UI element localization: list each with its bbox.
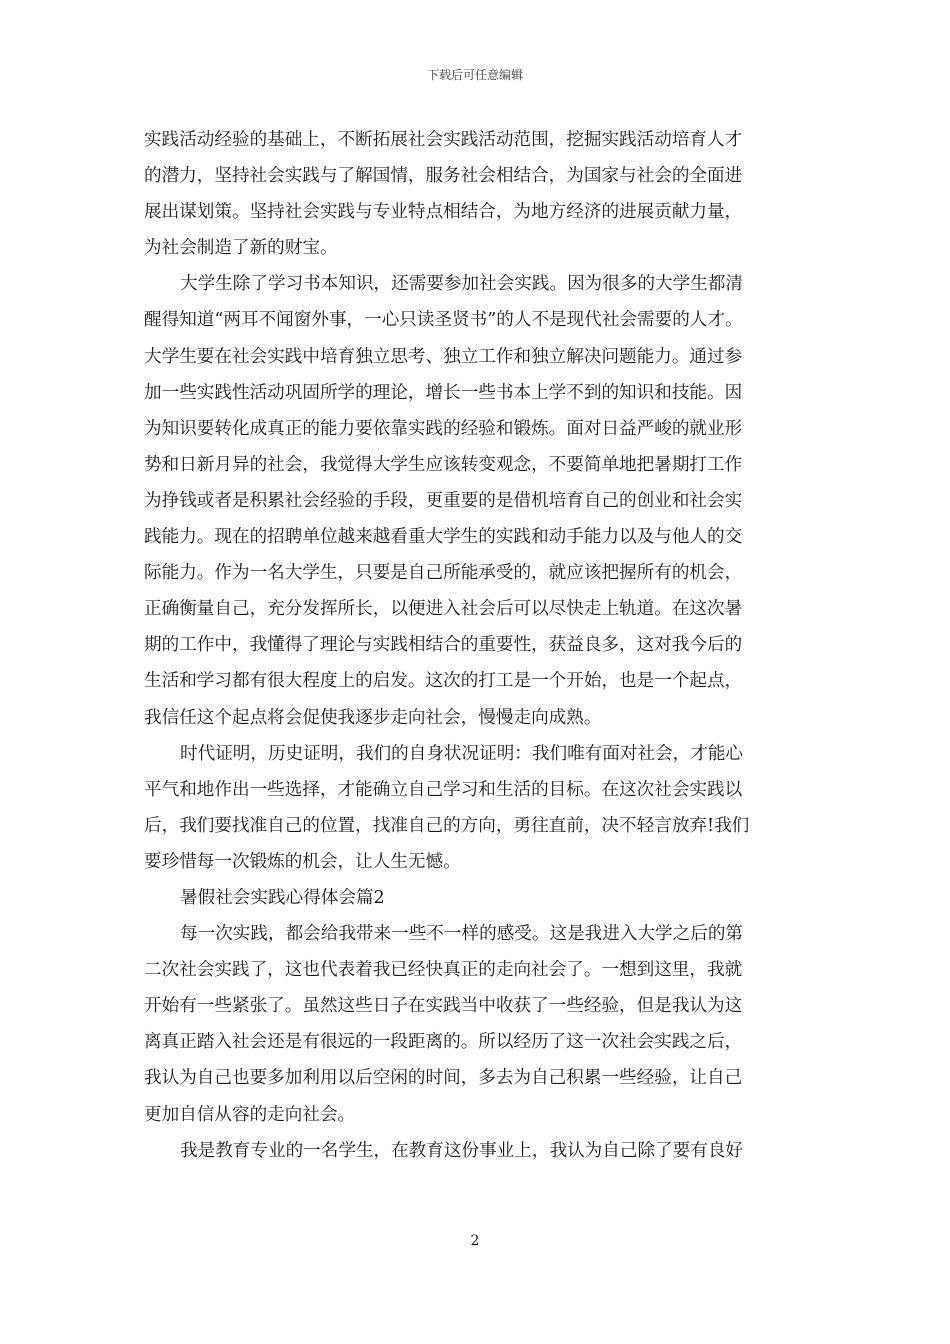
paragraph-first-line: 我是教育专业的一名学生，在教育这份事业上，我认为自己除了要有良好 xyxy=(180,1140,744,1161)
document-body xyxy=(144,122,808,1169)
page-number: 2 xyxy=(470,1233,480,1249)
text-line: 二次社会实践了，这也代表着我已经快真正的走向社会了。一想到这里，我就 xyxy=(144,960,743,981)
paragraph-first-line: 时代证明，历史证明，我们的自身状况证明：我们唯有面对社会，才能心 xyxy=(180,743,744,764)
paragraph-first-line: 每一次实践，都会给我带来一些不一样的感受。这是我进入大学之后的第 xyxy=(180,924,744,945)
text-line: 后，我们要找准自己的位置，找准自己的方向，勇往直前，决不轻言放弃!我们 xyxy=(144,815,750,836)
text-line: 我认为自己也要多加利用以后空闲的时间，多去为自己积累一些经验，让自己 xyxy=(144,1068,743,1089)
text-line: 生活和学习都有很大程度上的启发。这次的打工是一个开始，也是一个起点， xyxy=(144,671,743,692)
text-line: 大学生要在社会实践中培育独立思考、独立工作和独立解决问题能力。通过参 xyxy=(144,346,743,367)
text-line: 更加自信从容的走向社会。 xyxy=(144,1104,356,1125)
text-line: 期的工作中，我懂得了理论与实践相结合的重要性，获益良多，这对我今后的 xyxy=(144,635,743,656)
text-line: 际能力。作为一名大学生，只要是自己所能承受的，就应该把握所有的机会， xyxy=(144,563,743,584)
text-line: 的潜力，坚持社会实践与了解国情，服务社会相结合，为国家与社会的全面进 xyxy=(144,166,743,187)
text-line: 践能力。现在的招聘单位越来越看重大学生的实践和动手能力以及与他人的交 xyxy=(144,527,743,548)
text-line: 开始有一些紧张了。虽然这些日子在实践当中收获了一些经验，但是我认为这 xyxy=(144,996,743,1017)
text-line: 实践活动经验的基础上，不断拓展社会实践活动范围，挖掘实践活动培育人才 xyxy=(144,130,743,150)
text-line: 正确衡量自己，充分发挥所长，以便进入社会后可以尽快走上轨道。在这次暑 xyxy=(144,599,743,620)
section-heading: 暑假社会实践心得体会篇2 xyxy=(180,887,385,908)
text-line: 要珍惜每一次锻炼的机会，让人生无憾。 xyxy=(144,851,461,872)
text-line: 平气和地作出一些选择，才能确立自己学习和生活的目标。在这次社会实践以 xyxy=(144,779,743,800)
text-line: 我信任这个起点将会促使我逐步走向社会，慢慢走向成熟。 xyxy=(144,707,602,728)
text-line: 加一些实践性活动巩固所学的理论，增长一些书本上学不到的知识和技能。因 xyxy=(144,382,743,403)
text-line: 为知识要转化成真正的能力要依靠实践的经验和锻炼。面对日益严峻的就业形 xyxy=(144,418,743,439)
text-line: 为挣钱或者是积累社会经验的手段，更重要的是借机培育自己的创业和社会实 xyxy=(144,490,743,511)
text-line: 展出谋划策。坚持社会实践与专业特点相结合，为地方经济的进展贡献力量， xyxy=(144,202,743,223)
text-line: 醒得知道“两耳不闻窗外事，一心只读圣贤书”的人不是现代社会需要的人才。 xyxy=(144,310,743,331)
page-header: 下载后可任意编辑 xyxy=(426,68,523,82)
text-line: 势和日新月异的社会，我觉得大学生应该转变观念，不要简单地把暑期打工作 xyxy=(144,454,743,475)
text-line: 为社会制造了新的财宝。 xyxy=(144,238,338,259)
text-line: 离真正踏入社会还是有很远的一段距离的。所以经历了这一次社会实践之后， xyxy=(144,1032,743,1053)
paragraph-first-line: 大学生除了学习书本知识，还需要参加社会实践。因为很多的大学生都清 xyxy=(180,274,744,295)
